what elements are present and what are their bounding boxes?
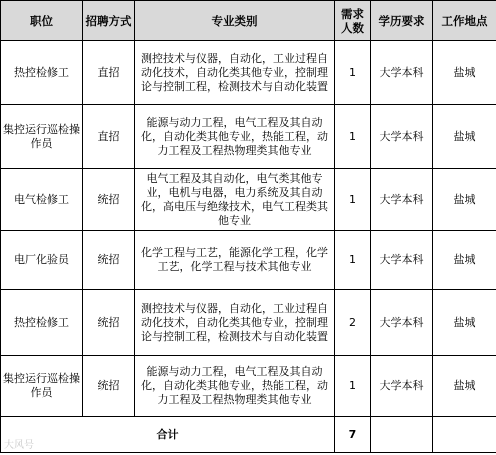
- location-cell: 盐城: [433, 356, 496, 417]
- total-label: 合计: [1, 417, 335, 453]
- position-cell: 电厂化验员: [1, 231, 83, 290]
- major-cell: 测控技术与仪器，自动化，工业过程自动化技术，自动化类其他专业，控制理论与控制工程，检测技术与自动化装置: [135, 290, 335, 356]
- header-method: 招聘方式: [83, 1, 135, 41]
- count-cell: 1: [335, 356, 371, 417]
- method-cell: 统招: [83, 356, 135, 417]
- method-cell: 统招: [83, 290, 135, 356]
- location-cell: 盐城: [433, 105, 496, 169]
- position-cell: 热控检修工: [1, 41, 83, 105]
- table-row: [1, 105, 496, 169]
- position-cell: 集控运行巡检操作员: [1, 356, 83, 417]
- education-cell: 大学本科: [371, 41, 433, 105]
- method-cell: 直招: [83, 105, 135, 169]
- education-cell: 大学本科: [371, 231, 433, 290]
- location-cell: 盐城: [433, 231, 496, 290]
- major-cell: 测控技术与仪器，自动化，工业过程自动化技术，自动化类其他专业，控制理论与控制工程，检测技术与自动化装置: [135, 41, 335, 105]
- count-cell: 1: [335, 41, 371, 105]
- header-education: 学历要求: [371, 1, 433, 41]
- table-row: [1, 231, 496, 290]
- header-count: 需求人数: [335, 1, 371, 41]
- position-cell: 集控运行巡检操作员: [1, 105, 83, 169]
- count-cell: 2: [335, 290, 371, 356]
- header-position: 职位: [1, 1, 83, 41]
- education-cell: 大学本科: [371, 105, 433, 169]
- location-cell: 盐城: [433, 169, 496, 231]
- table-row: [1, 356, 496, 417]
- major-cell: 能源与动力工程，电气工程及其自动化，自动化类其他专业，热能工程，动力工程及工程热物理类其他专业: [135, 356, 335, 417]
- major-cell: 能源与动力工程，电气工程及其自动化，自动化类其他专业，热能工程，动力工程及工程热物理类其他专业: [135, 105, 335, 169]
- method-cell: 统招: [83, 231, 135, 290]
- location-cell: 盐城: [433, 41, 496, 105]
- header-location: 工作地点: [433, 1, 496, 41]
- position-cell: 热控检修工: [1, 290, 83, 356]
- location-cell: 盐城: [433, 290, 496, 356]
- total-location-empty: [433, 417, 496, 453]
- watermark: 大风号: [4, 440, 34, 451]
- education-cell: 大学本科: [371, 290, 433, 356]
- position-cell: 电气检修工: [1, 169, 83, 231]
- header-row: [1, 1, 496, 41]
- table-row: [1, 169, 496, 231]
- method-cell: 统招: [83, 169, 135, 231]
- education-cell: 大学本科: [371, 169, 433, 231]
- count-cell: 1: [335, 169, 371, 231]
- table-row: [1, 290, 496, 356]
- total-education-empty: [371, 417, 433, 453]
- count-cell: 1: [335, 231, 371, 290]
- total-row: [1, 417, 496, 453]
- education-cell: 大学本科: [371, 356, 433, 417]
- table-row: [1, 41, 496, 105]
- count-cell: 1: [335, 105, 371, 169]
- method-cell: 直招: [83, 41, 135, 105]
- header-major: 专业类别: [135, 1, 335, 41]
- total-count: 7: [335, 417, 371, 453]
- major-cell: 电气工程及其自动化，电气类其他专业，电机与电器，电力系统及其自动化，高电压与绝缘技术，电气工程类其他专业: [135, 169, 335, 231]
- major-cell: 化学工程与工艺，能源化学工程，化学工艺，化学工程与技术其他专业: [135, 231, 335, 290]
